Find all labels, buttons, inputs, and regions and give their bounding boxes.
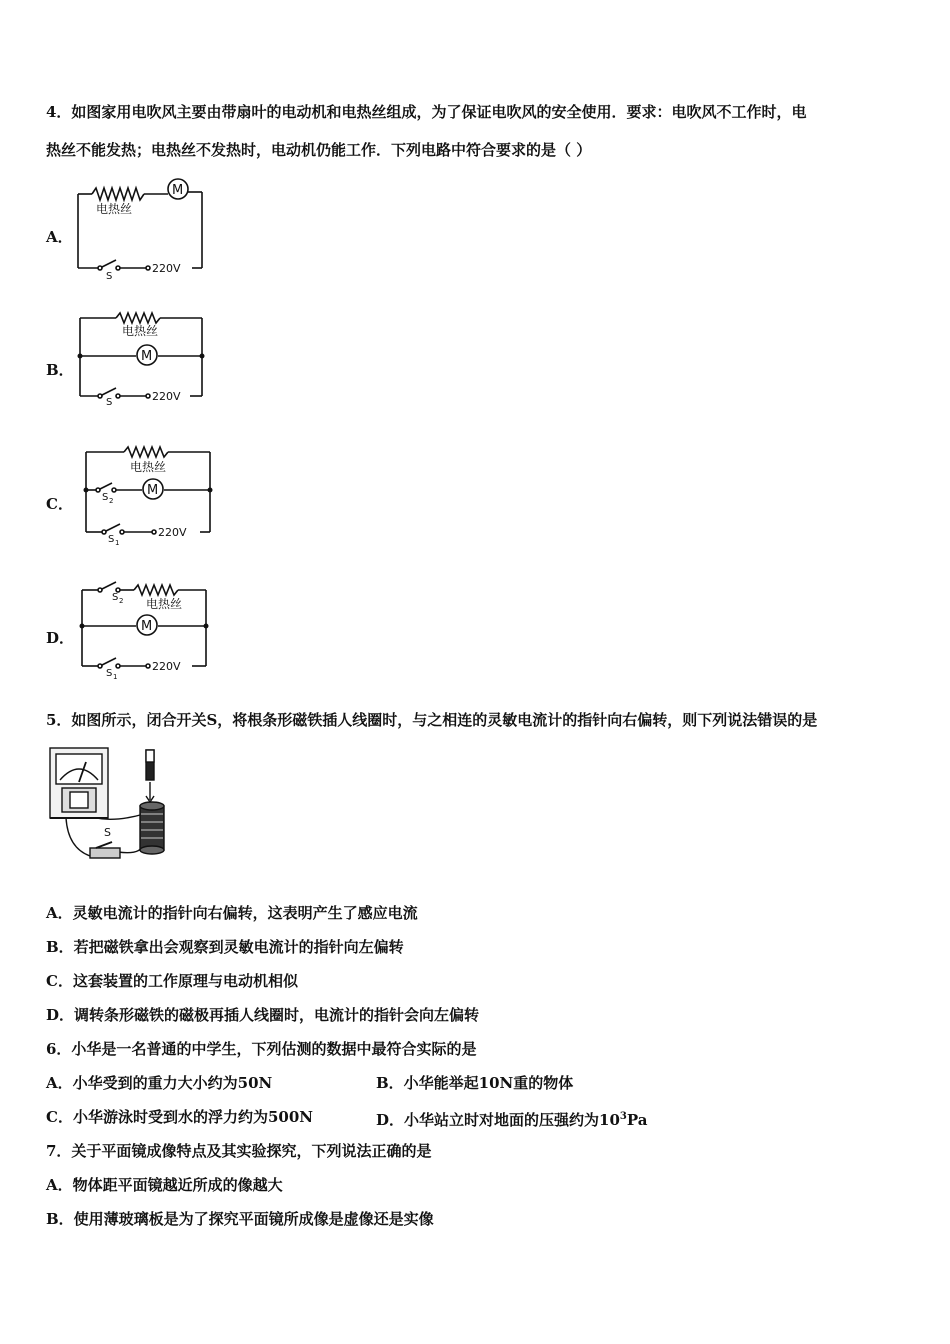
circuit-d-motor-label: M — [141, 619, 153, 634]
q6-option-d-exponent: 3 — [619, 1111, 627, 1122]
circuit-b-voltage-label: 220V — [152, 390, 181, 403]
circuit-c-heater-label: 电热丝 — [130, 460, 167, 474]
q4-stem-line2: 热丝不能发热；电热丝不发热时，电动机仍能工作．下列电路中符合要求的是（ ） — [46, 141, 592, 159]
circuit-b-switch-label: S — [106, 397, 113, 406]
q6-option-d — [376, 1107, 647, 1130]
circuit-c-switch-s2-label: S — [102, 492, 109, 503]
circuit-c-motor-label: M — [147, 483, 159, 498]
q6-option-c: C．小华游泳时受到水的浮力约为500N — [46, 1108, 313, 1126]
q7-option-b: B．使用薄玻璃板是为了探究平面镜所成像是虚像还是实像 — [46, 1210, 434, 1228]
circuit-a-voltage-label: 220V — [152, 262, 181, 275]
circuit-c-switch-s1-sub: 1 — [115, 539, 120, 546]
circuit-d-heater-label: 电热丝 — [146, 597, 183, 611]
circuit-a-diagram — [70, 172, 210, 280]
q7-stem: 7．关于平面镜成像特点及其实验探究，下列说法正确的是 — [46, 1142, 432, 1160]
q4-option-a-label: A． — [46, 228, 73, 246]
q5-option-b: B．若把磁铁拿出会观察到灵敏电流计的指针向左偏转 — [46, 938, 404, 956]
q4-option-c-label: C． — [46, 495, 73, 513]
circuit-d-switch-s2-label: S — [112, 592, 119, 603]
circuit-b-heater-label: 电热丝 — [122, 324, 159, 338]
circuit-a-motor-label: M — [172, 183, 184, 198]
circuit-b-diagram — [70, 308, 212, 406]
circuit-a-switch-label: S — [106, 271, 113, 280]
circuit-c-switch-s2-sub: 2 — [109, 497, 114, 505]
q5-figure-switch-label: S — [104, 826, 111, 839]
circuit-c-voltage-label: 220V — [158, 526, 187, 539]
q5-stem: 5．如图所示，闭合开关S，将根条形磁铁插人线圈时，与之相连的灵敏电流计的指针向右偏转，则下列说法错误的是 — [46, 711, 818, 729]
q4-option-b-label: B． — [46, 361, 74, 379]
q4-option-d-label: D． — [46, 629, 75, 647]
circuit-d-voltage-label: 220V — [152, 660, 181, 673]
circuit-d-switch-s1-label: S — [106, 668, 113, 679]
circuit-d-diagram — [72, 576, 212, 680]
circuit-d-switch-s2-sub: 2 — [119, 597, 124, 605]
circuit-c-switch-s1-label: S — [108, 534, 115, 545]
circuit-d-switch-s1-sub: 1 — [113, 673, 118, 680]
q5-option-d: D．调转条形磁铁的磁极再插人线圈时，电流计的指针会向左偏转 — [46, 1006, 480, 1024]
circuit-a-heater-label: 电热丝 — [96, 202, 133, 216]
q5-option-c: C．这套装置的工作原理与电动机相似 — [46, 972, 298, 990]
q6-option-a: A．小华受到的重力大小约为50N — [46, 1074, 273, 1092]
q6-option-d-text: D．小华站立时对地面的压强约为10 — [376, 1111, 620, 1129]
q4-stem-line1: 4．如图家用电吹风主要由带扇叶的电动机和电热丝组成，为了保证电吹风的安全使用．要求：电吹风不工作时，电 — [46, 103, 807, 121]
q6-option-b: B．小华能举起10N重的物体 — [376, 1074, 574, 1092]
q6-option-d-unit: Pa — [626, 1111, 648, 1129]
q5-galvanometer-coil-figure — [46, 744, 194, 868]
q7-option-a: A．物体距平面镜越近所成的像越大 — [46, 1176, 283, 1194]
q6-stem: 6．小华是一名普通的中学生，下列估测的数据中最符合实际的是 — [46, 1040, 477, 1058]
circuit-c-diagram — [78, 442, 218, 546]
circuit-b-motor-label: M — [141, 349, 153, 364]
q5-option-a: A．灵敏电流计的指针向右偏转，这表明产生了感应电流 — [46, 904, 418, 922]
